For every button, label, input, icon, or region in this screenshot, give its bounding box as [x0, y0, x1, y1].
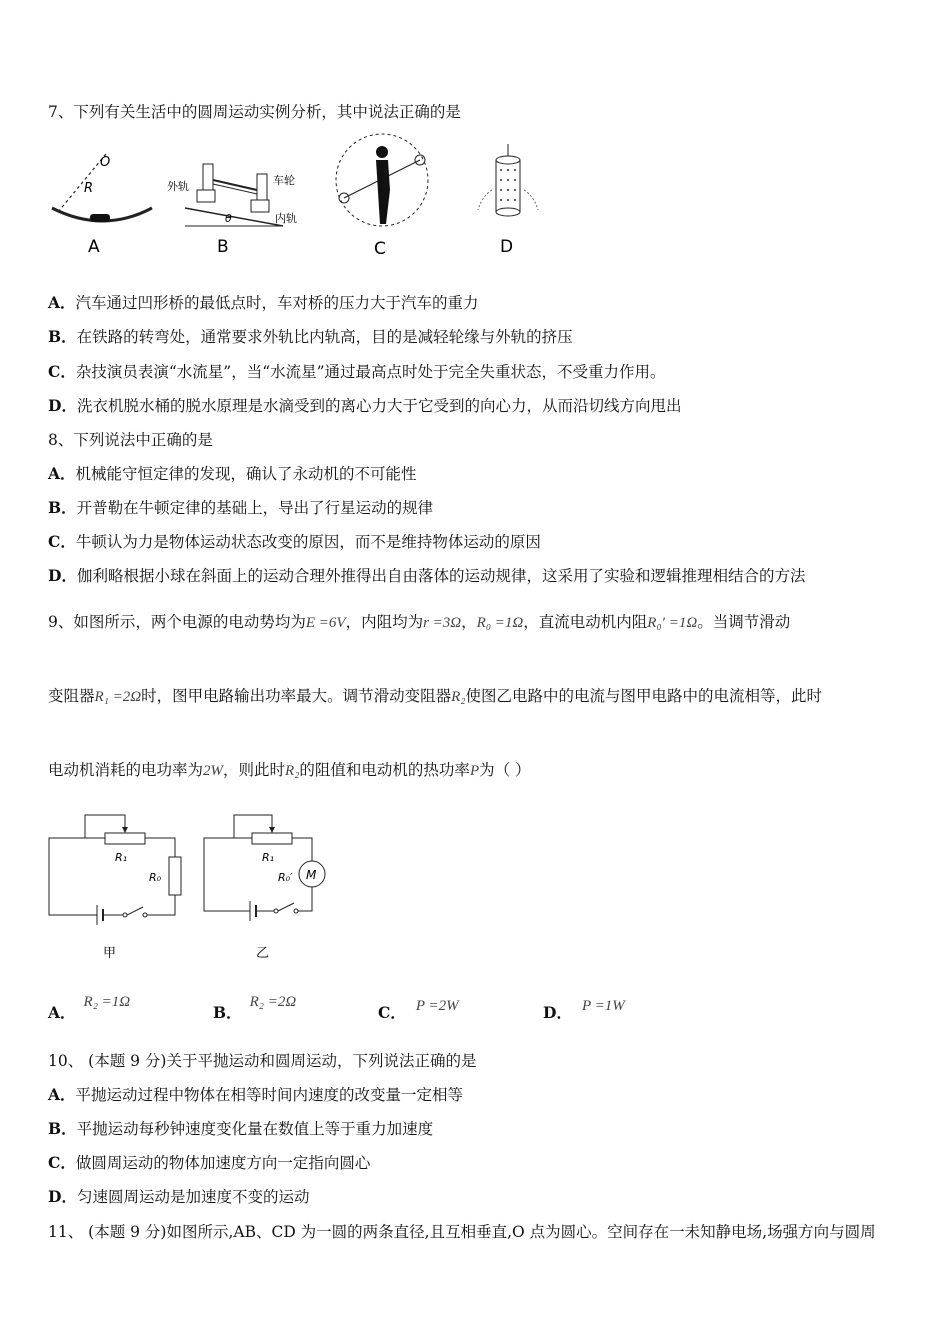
q9-line-1: 9、如图所示，两个电源的电动势均为E =6V，内阻均为r =3Ω，R₀ =1Ω，直流电动机内阻R₀′ =1Ω。当调节滑动: [48, 613, 791, 631]
figure-a-concave-bridge: [48, 150, 158, 260]
q9-option-a: A．R₂ =1Ω: [48, 994, 131, 1022]
q7-option-d: D．洗衣机脱水桶的脱水原理是水滴受到的离心力大于它受到的向心力，从而沿切线方向甩出: [48, 396, 682, 415]
q9-option-b: B．R₂ =2Ω: [213, 994, 297, 1022]
figure-d-spin-dryer: [470, 140, 550, 260]
q10-option-a: A．平抛运动过程中物体在相等时间内速度的改变量一定相等: [48, 1085, 464, 1104]
q9-option-d: D． P =1W: [543, 998, 625, 1022]
circuit-jia-r1: R₁: [115, 851, 128, 864]
figure-label-c: C: [374, 239, 386, 259]
q8-option-b: B．开普勒在牛顿定律的基础上，导出了行星运动的规律: [48, 498, 434, 517]
q10-option-d: D．匀速圆周运动是加速度不变的运动: [48, 1187, 310, 1206]
fig-a-r-label: R: [84, 181, 94, 196]
figure-label-d: D: [500, 237, 514, 257]
circuit-jia: [45, 805, 190, 970]
q9-line-3: 电动机消耗的电功率为2W，则此时R₂的阻值和电动机的热功率P为（ ）: [48, 761, 531, 779]
q8-stem: 8、下列说法中正确的是: [48, 431, 213, 449]
fig-b-inner-rail: 内轨: [275, 212, 297, 225]
figure-label-b: B: [217, 237, 229, 257]
q10-option-c: C．做圆周运动的物体加速度方向一定指向圆心: [48, 1153, 371, 1172]
q11-stem: 11、 (本题 9 分)如图所示,AB、CD 为一圆的两条直径,且互相垂直,O 点为圆心。空间存在一未知静电场,场强方向与圆周: [48, 1223, 876, 1241]
circuit-jia-r0: R₀: [149, 871, 162, 884]
fig-b-outer-rail: 外轨: [167, 180, 189, 193]
q8-option-a: A．机械能守恒定律的发现，确认了永动机的不可能性: [48, 464, 417, 483]
circuit-yi-motor: M: [306, 868, 317, 882]
figure-c-water-meteor: [330, 132, 440, 260]
circuit-yi-r1: R₁: [262, 851, 275, 864]
figure-b-railway-turn: [165, 150, 310, 260]
circuit-yi-label: 乙: [256, 946, 270, 961]
q9-option-c: C． P =2W: [378, 998, 459, 1022]
circuit-jia-label: 甲: [103, 946, 117, 961]
circuit-yi-r0p: R₀′: [278, 871, 293, 884]
q7-option-c: C．杂技演员表演“水流星”，当“水流星”通过最高点时处于完全失重状态，不受重力作用。: [48, 362, 666, 381]
fig-b-theta: θ: [225, 212, 232, 225]
q7-option-b: B．在铁路的转弯处，通常要求外轨比内轨高，目的是减轻轮缘与外轨的挤压: [48, 327, 573, 346]
q7-option-a: A．汽车通过凹形桥的最低点时，车对桥的压力大于汽车的重力: [48, 293, 479, 312]
q9-line-2: 变阻器R₁ =2Ω时，图甲电路输出功率最大。调节滑动变阻器R₂使图乙电路中的电流与图甲电路中的电流相等，此时: [48, 687, 823, 705]
q10-option-b: B．平抛运动每秒钟速度变化量在数值上等于重力加速度: [48, 1119, 434, 1138]
q8-option-c: C．牛顿认为力是物体运动状态改变的原因，而不是维持物体运动的原因: [48, 532, 541, 551]
fig-a-o-label: O: [100, 155, 111, 170]
figure-label-a: A: [88, 237, 100, 257]
q8-option-d: D．伽利略根据小球在斜面上的运动合理外推得出自由落体的运动规律，这采用了实验和逻辑推理相结合的方法: [48, 566, 806, 585]
fig-b-wheel: 车轮: [273, 174, 295, 187]
q7-stem: 7、下列有关生活中的圆周运动实例分析，其中说法正确的是: [48, 103, 461, 121]
q10-stem: 10、 (本题 9 分)关于平抛运动和圆周运动，下列说法正确的是: [48, 1052, 477, 1070]
circuit-yi: [200, 805, 330, 970]
